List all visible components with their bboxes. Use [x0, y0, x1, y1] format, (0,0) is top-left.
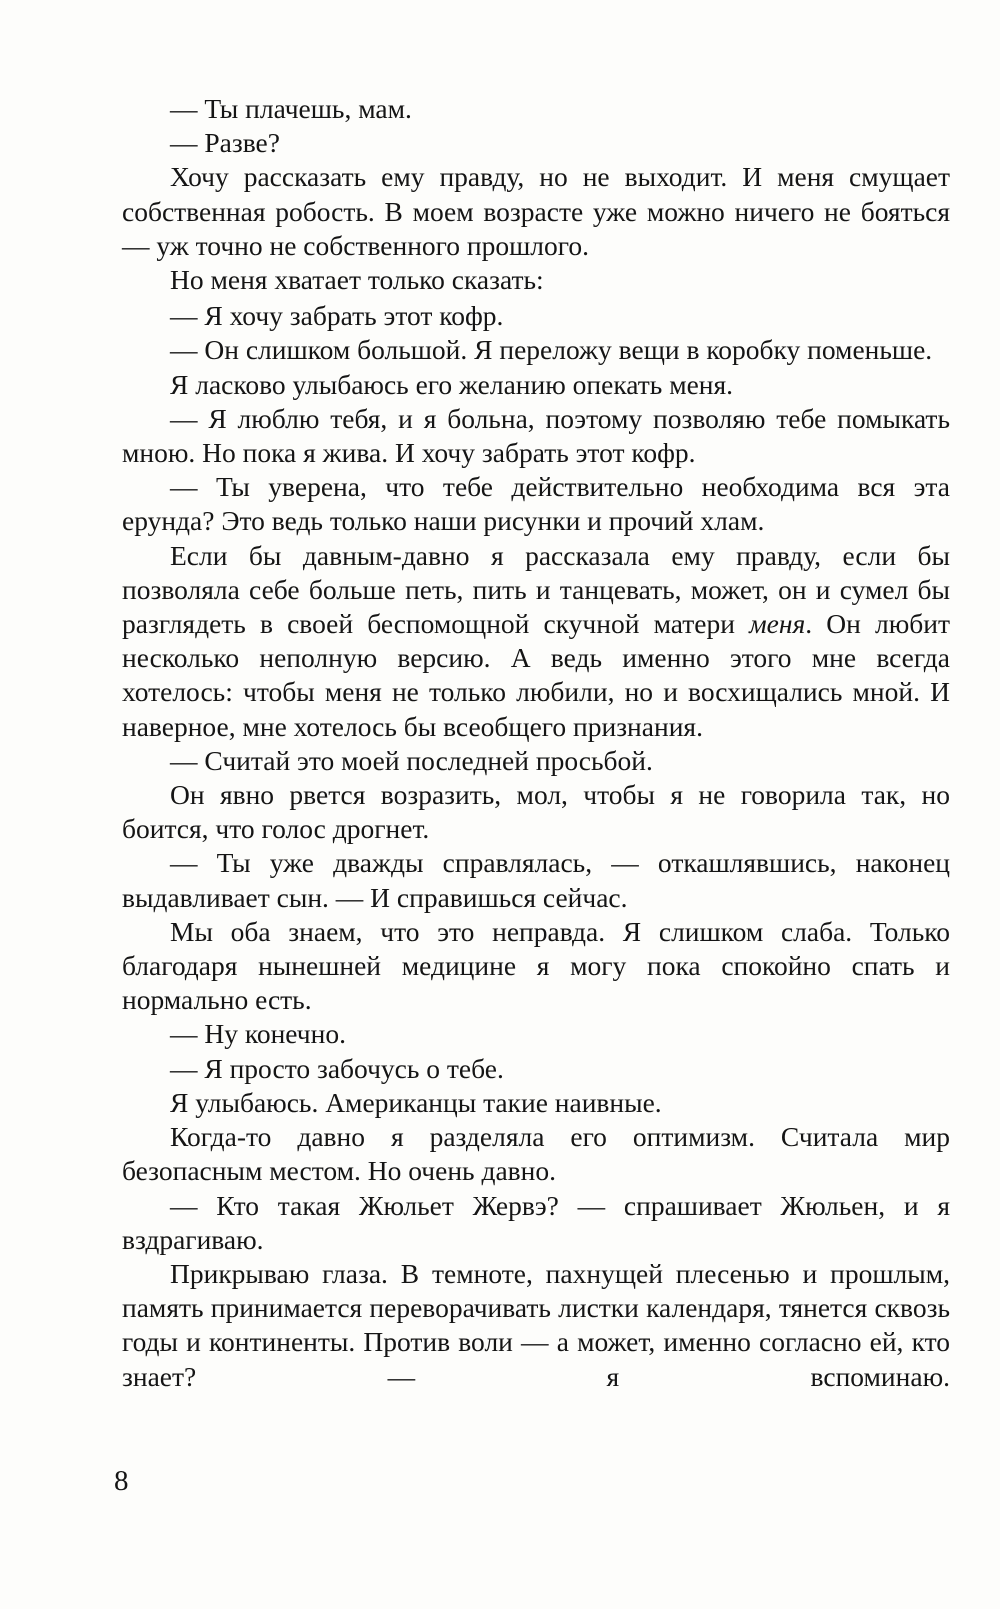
paragraph: Когда-то давно я разделяла его оптимизм. Считала мир безопасным местом. Но очень давно. [122, 1121, 950, 1187]
paragraph: Хочу рассказать ему правду, но не выходит. И меня смущает собственная робость. В моем возрасте уже можно ничего не бояться — уж точно не собственного прошлого. [122, 161, 950, 261]
paragraph: — Разве? [170, 127, 280, 159]
paragraph-emphasis: меня [749, 608, 806, 640]
paragraph: — Считай это моей последней просьбой. [170, 744, 653, 776]
paragraph: — Кто такая Жюльет Жервэ? — спрашивает Жюльен, и я вздрагиваю. [122, 1189, 950, 1255]
paragraph-text-end: . Он любит несколько неполную версию. А ведь именно этого мне всегда хотелось: чтобы меня не только любили, но и восхищались мной. И наверное, мне хотелось бы всеобщего признания. [122, 608, 950, 742]
paragraph: Прикрываю глаза. В темноте, пахнущей плесенью и прошлым, память принимается переворачивать листки календаря, тянется сквозь годы и континенты. Против воли — а может, именно согласно ей, кто знает? — я вспоминаю. [122, 1257, 950, 1392]
paragraph: — Ты плачешь, мам. [170, 93, 412, 124]
paragraph: Он явно рвется возразить, мол, чтобы я не говорила так, но боится, что голос дрогнет. [122, 779, 950, 845]
paragraph: — Ты уверена, что тебе действительно необходима вся эта ерунда? Это ведь только наши рисунки и прочий хлам. [122, 471, 950, 537]
body-text [122, 92, 950, 1394]
page-number: 8 [114, 1465, 129, 1497]
paragraph: — Я хочу забрать этот кофр. [170, 300, 504, 332]
paragraph: — Я просто забочусь о тебе. [170, 1052, 504, 1084]
paragraph: Мы оба знаем, что это неправда. Я слишком слаба. Только благодаря нынешней медицине я могу пока спокойно спать и нормально есть. [122, 915, 950, 1016]
paragraph: Я улыбаюсь. Американцы такие наивные. [170, 1086, 662, 1118]
paragraph [122, 539, 950, 744]
paragraph: Но меня хватает только сказать: [170, 264, 544, 296]
paragraph-text-start: Если бы давным-давно я рассказала ему правду, если бы позволяла себе больше петь, пить и танцевать, может, он и сумел бы разглядеть в своей беспомощной скучной матери [122, 539, 950, 640]
paragraph: — Ты уже дважды справлялась, — откашлявшись, наконец выдавливает сын. — И справишься сейчас. [122, 847, 950, 913]
paragraph: — Я люблю тебя, и я больна, поэтому позволяю тебе помыкать мною. Но пока я жива. И хочу забрать этот кофр. [122, 402, 950, 469]
paragraph: Я ласково улыбаюсь его желанию опекать меня. [170, 368, 734, 400]
paragraph: — Ну конечно. [170, 1018, 346, 1050]
paragraph: — Он слишком большой. Я переложу вещи в коробку поменьше. [170, 334, 933, 366]
